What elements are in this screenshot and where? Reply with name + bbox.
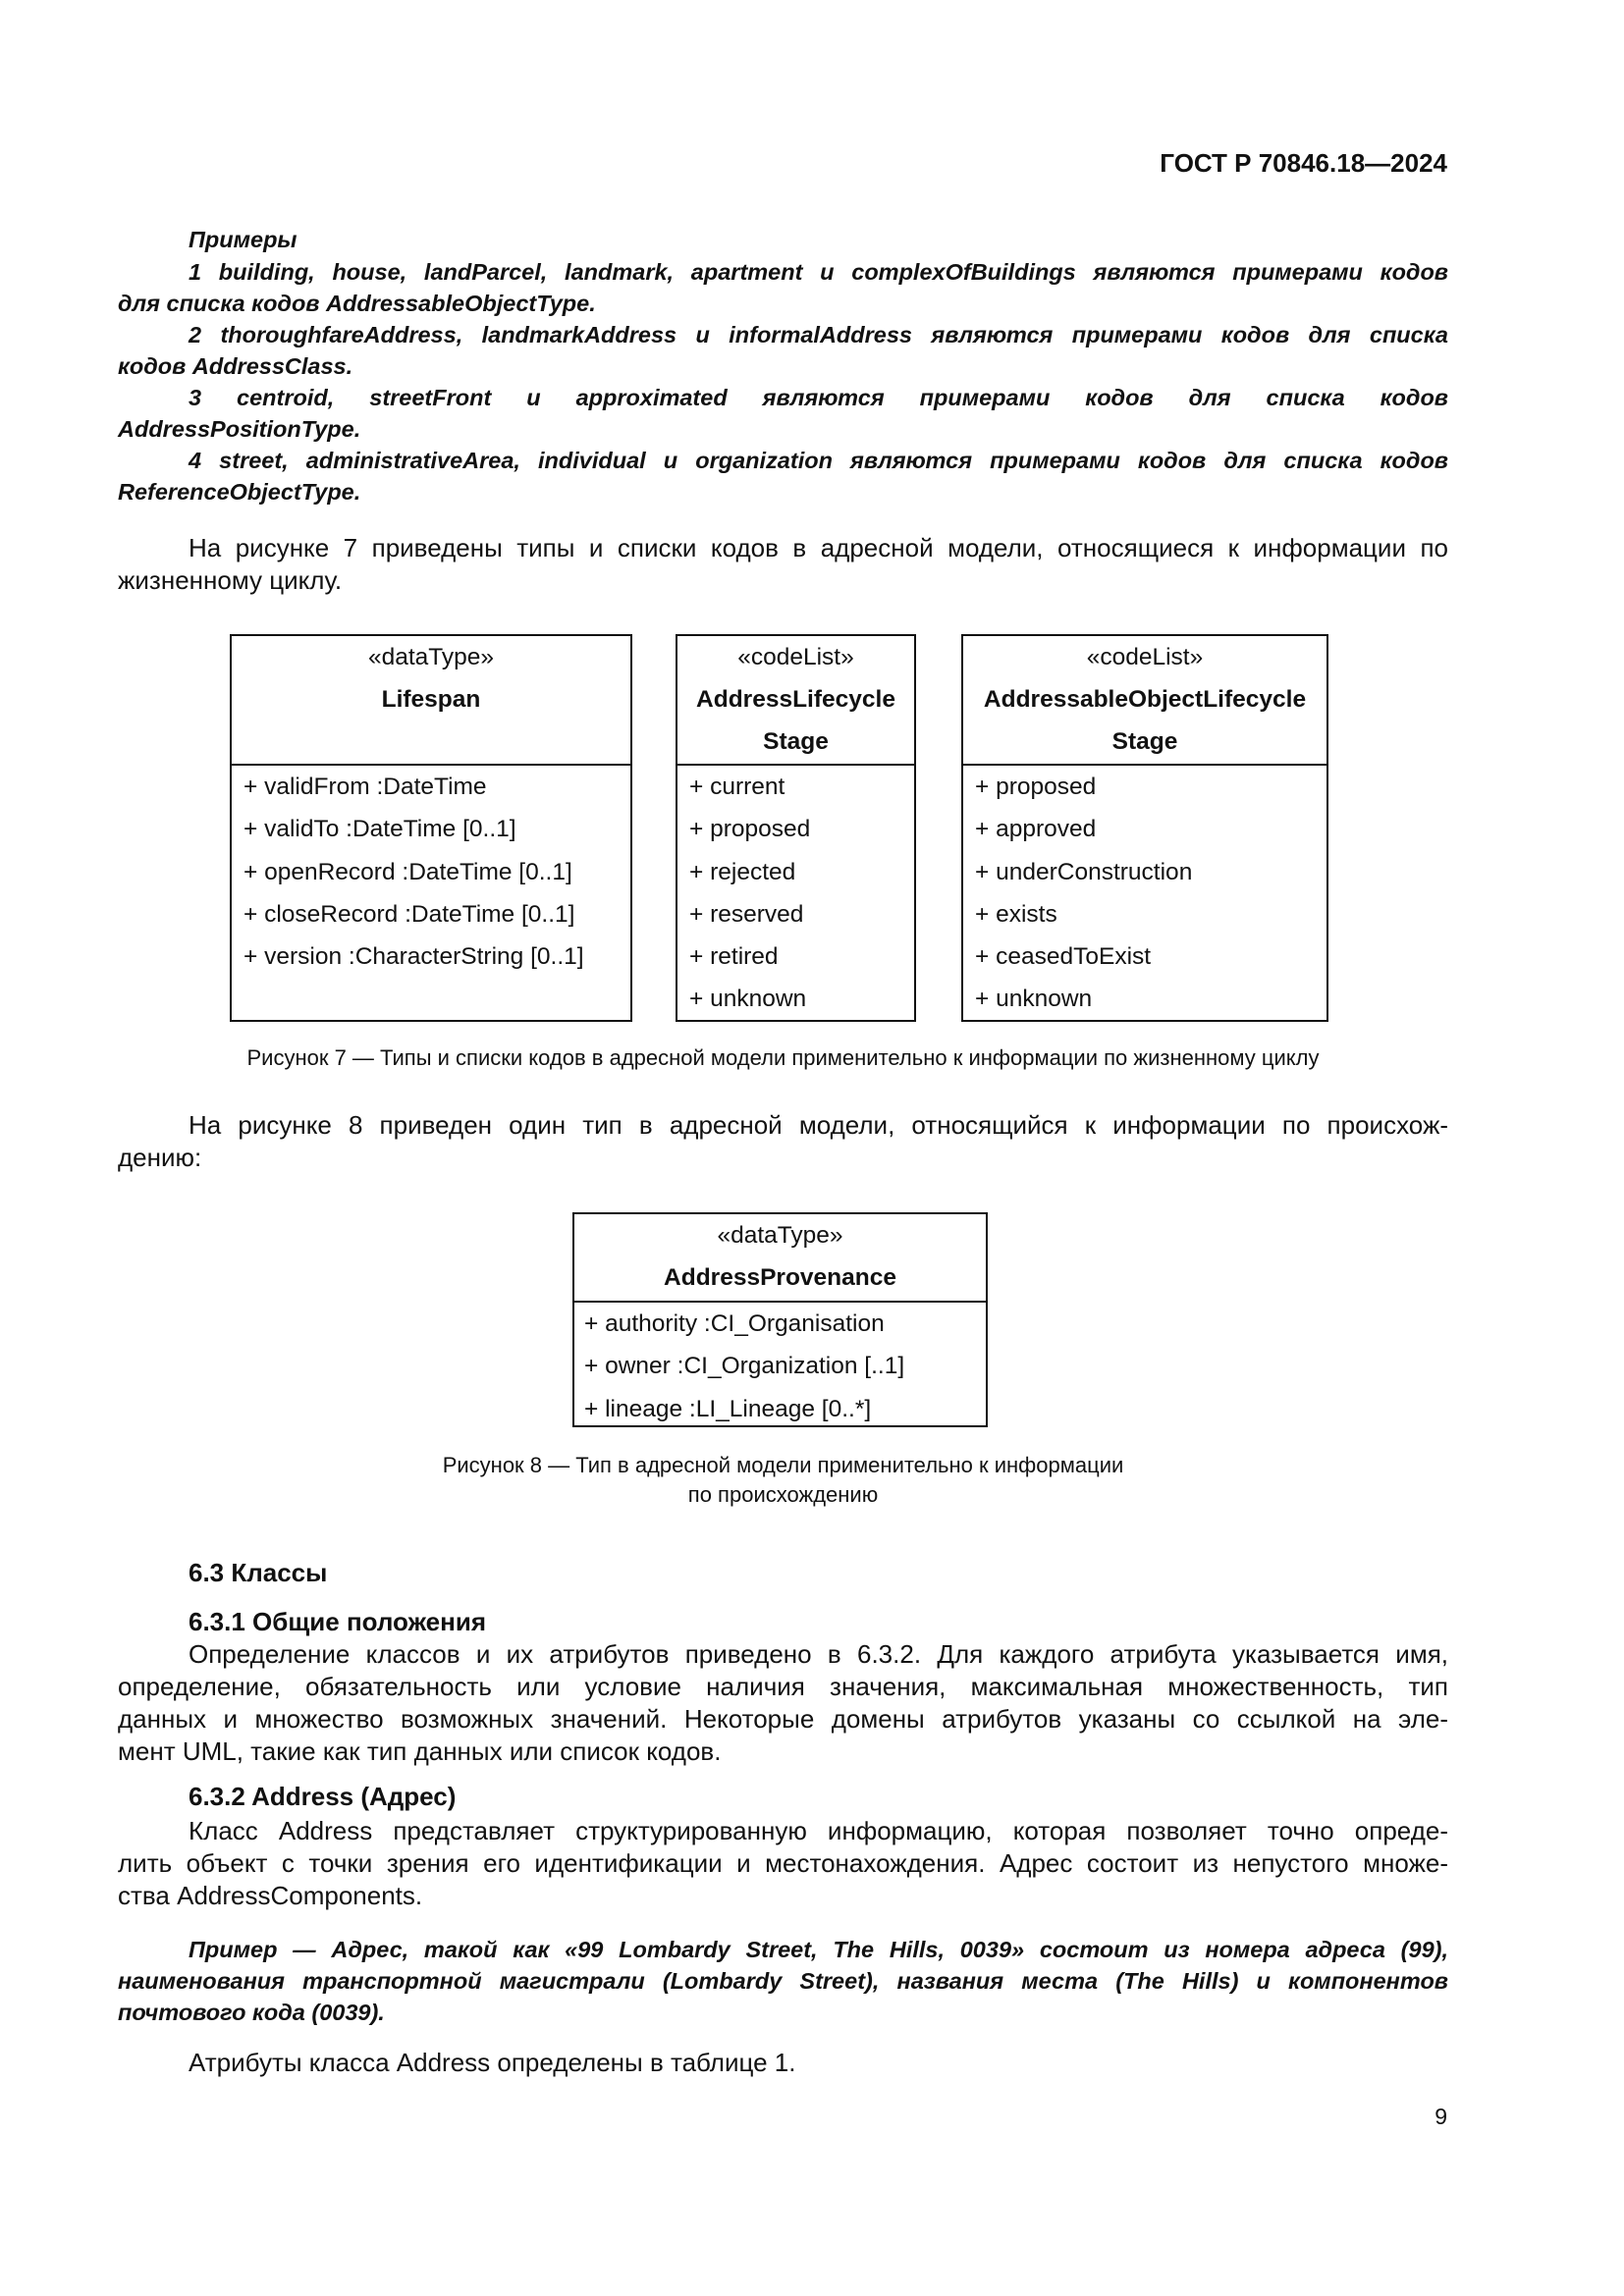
uml-addressable-object-lifecycle-stage (961, 634, 1328, 1022)
uml-code-value: + proposed (689, 816, 811, 843)
uml-code-value: + proposed (975, 774, 1097, 800)
uml-attribute: + authority :CI_Organisation (584, 1310, 885, 1337)
uml-attribute: + lineage :LI_Lineage [0..*] (584, 1395, 872, 1422)
uml-class-name: Stage (1111, 728, 1178, 755)
example-3-line-1: 3 centroid, streetFront и approximated являются примерами кодов для списка кодов (189, 385, 1448, 410)
paragraph-fig7-intro: На рисунке 7 приведены типы и списки кодов в адресной модели, относящиеся к информации по жизненному циклу. (118, 533, 1448, 595)
uml-code-value: + ceasedToExist (975, 943, 1152, 971)
uml-attribute: + closeRecord :DateTime [0..1] (244, 900, 575, 928)
uml-stereotype: «dataType» (367, 644, 495, 670)
section-6-3-heading: 6.3 Классы (189, 1558, 328, 1587)
example-3-line-2: AddressPositionType. (118, 416, 361, 442)
example-1-line-1: 1 building, house, landParcel, landmark, apartment и complexOfBuildings являются примерами кодов (189, 259, 1448, 285)
uml-code-value: + unknown (975, 986, 1093, 1013)
uml-stereotype: «codeList» (737, 644, 854, 670)
paragraph-fig8-intro: На рисунке 8 приведен один тип в адресной модели, относящийся к информации по происхож- дению: (118, 1110, 1448, 1172)
document-header: ГОСТ Р 70846.18—2024 (1160, 148, 1447, 178)
uml-stereotype: «codeList» (1086, 644, 1204, 670)
uml-code-value: + rejected (689, 858, 796, 885)
example-2-line-1: 2 thoroughfareAddress, landmarkAddress и informalAddress являются примерами кодов для списка (189, 322, 1448, 347)
uml-code-value: + retired (689, 943, 779, 971)
example-4-line-2: ReferenceObjectType. (118, 479, 361, 505)
uml-code-value: + approved (975, 816, 1097, 843)
page-number: 9 (1435, 2104, 1447, 2129)
figure-8-caption: Рисунок 8 — Тип в адресной модели применительно к информации по происхождению (442, 1453, 1124, 1507)
uml-code-value: + current (689, 774, 785, 800)
section-6-3-2-heading: 6.3.2 Address (Адрес) (189, 1782, 457, 1811)
example-1-line-2: для списка кодов AddressableObjectType. (118, 291, 596, 316)
uml-code-value: + underConstruction (975, 858, 1193, 885)
uml-class-name: AddressProvenance (664, 1264, 896, 1291)
uml-attribute: + validFrom :DateTime (244, 774, 487, 800)
uml-code-value: + reserved (689, 900, 804, 928)
examples-block (118, 224, 1448, 507)
uml-address-provenance (572, 1212, 988, 1427)
uml-address-lifecycle-stage (676, 634, 916, 1022)
example-2-line-2: кодов AddressClass. (118, 353, 353, 379)
section-6-3-1-heading: 6.3.1 Общие положения (189, 1607, 486, 1636)
uml-code-value: + unknown (689, 986, 807, 1013)
address-example: Пример — Адрес, такой как «99 Lombardy Street, The Hills, 0039» состоит из номера адреса (99), наименования транспортной магистрали (Lombardy Street), названия места (The Hills) и компонентов почтового кода (0039). (118, 1937, 1448, 2025)
uml-class-name: Stage (763, 728, 829, 755)
final-paragraph: Атрибуты класса Address определены в таблице 1. (189, 2048, 796, 2077)
figure-7-caption: Рисунок 7 — Типы и списки кодов в адресной модели применительно к информации по жизненному циклу (246, 1045, 1320, 1070)
uml-class-name: AddressableObjectLifecycle (983, 686, 1307, 713)
uml-attribute: + validTo :DateTime [0..1] (244, 816, 516, 843)
example-4-line-1: 4 street, administrativeArea, individual и organization являются примерами кодов для списка кодов (189, 448, 1448, 473)
uml-attribute: + owner :CI_Organization [..1] (584, 1353, 905, 1380)
uml-code-value: + exists (975, 900, 1057, 928)
uml-class-name: Lifespan (381, 686, 481, 713)
uml-lifespan (230, 634, 632, 1022)
uml-class-name: AddressLifecycle (696, 686, 895, 713)
uml-attribute: + openRecord :DateTime [0..1] (244, 858, 572, 885)
section-6-3-1-body: Определение классов и их атрибутов приведено в 6.3.2. Для каждого атрибута указывается имя, определение, обязательность или условие наличия значения, максимальная множественность, тип данных и множество возможных значений. Некоторые домены атрибутов указаны со ссылкой на эле- мент UML, такие как тип данных или список кодов. (118, 1639, 1448, 1766)
uml-stereotype: «dataType» (717, 1222, 843, 1249)
examples-title: Примеры (189, 227, 298, 252)
section-6-3-2-body: Класс Address представляет структурированную информацию, которая позволяет точно опреде- лить объект с точки зрения его идентификации и местонахождения. Адрес состоит из непустого множе- ства AddressComponents. (118, 1816, 1448, 1910)
uml-attribute: + version :CharacterString [0..1] (244, 943, 584, 971)
